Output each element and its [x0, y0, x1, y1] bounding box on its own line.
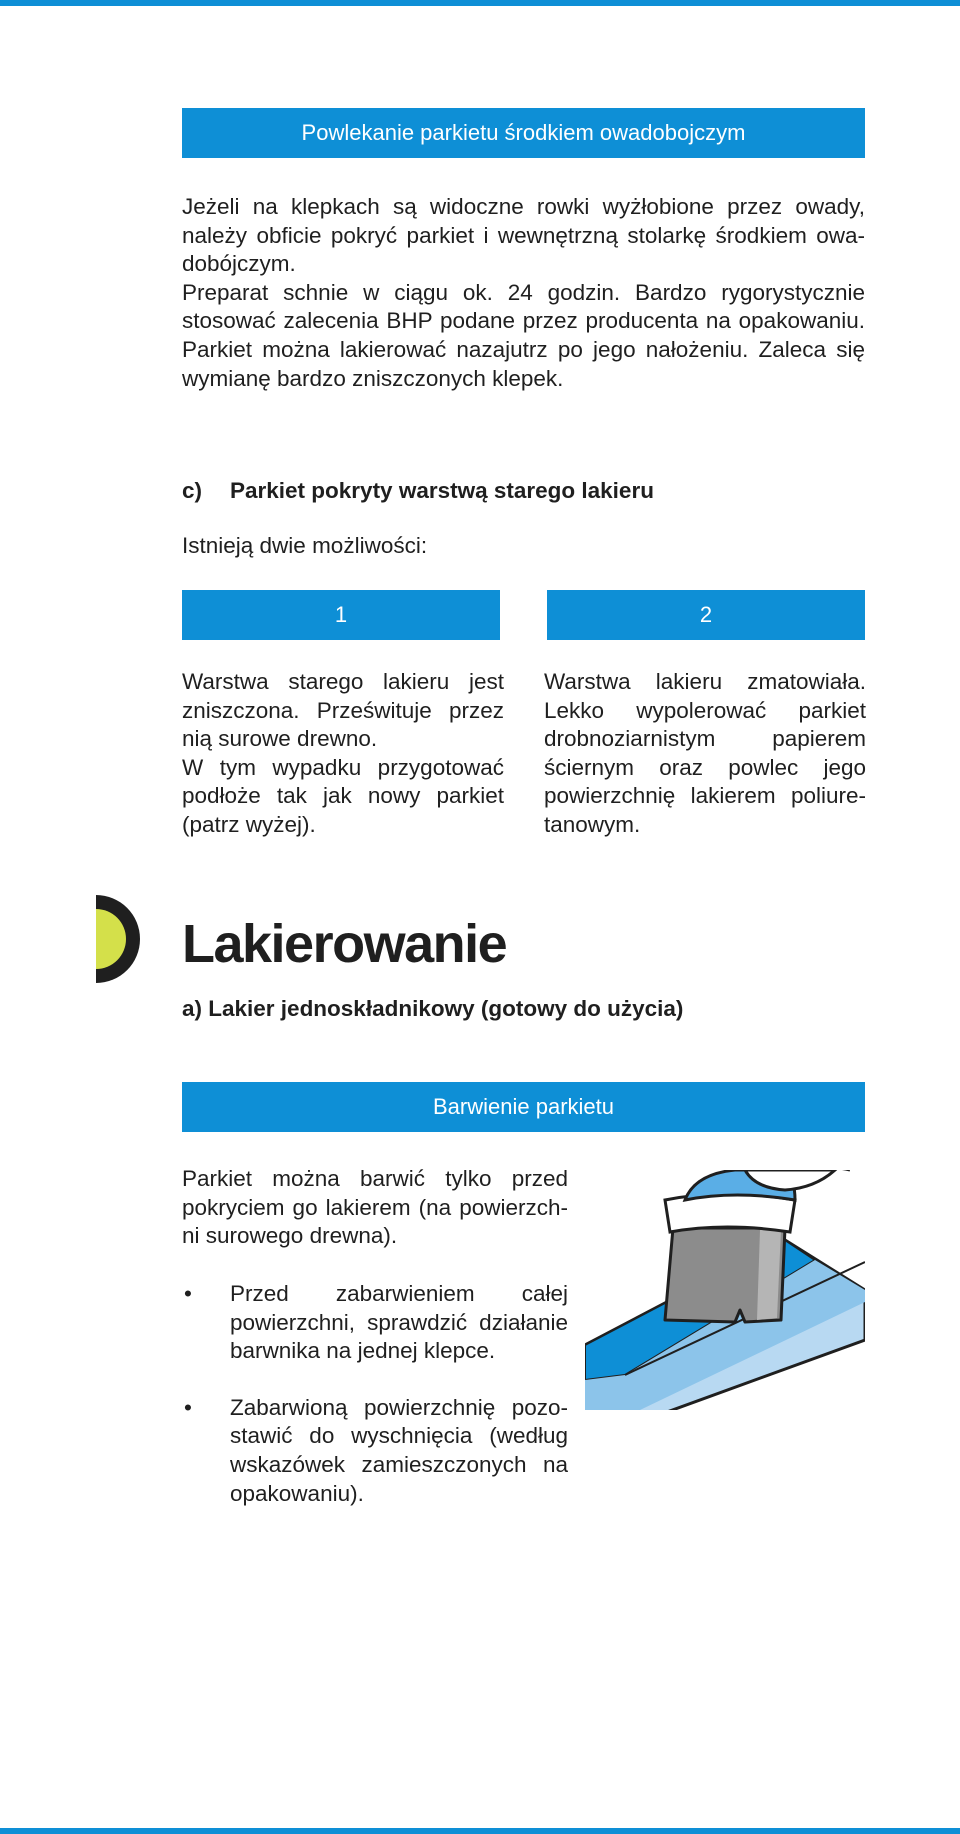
option-2-body	[544, 668, 866, 840]
section-c-letter: c)	[182, 478, 203, 503]
option-1-body	[182, 668, 504, 840]
section-c-heading	[182, 478, 654, 504]
bottom-accent-rule	[0, 1828, 960, 1834]
option-2-label: 2	[699, 602, 713, 627]
staining-bullet-list	[182, 1280, 568, 1536]
bullet-icon: •	[184, 1394, 192, 1420]
staining-body	[182, 1165, 568, 1251]
option-2-header	[547, 590, 865, 640]
section-c-intro: Istnieją dwie możliwości:	[182, 533, 428, 558]
insecticide-paragraph-1: Jeżeli na klepkach są widoczne rowki wyżłobione przez owady, należy obficie pokryć parkiet i wewnętrzną stolarkę środkiem owa-dobójczym.	[182, 194, 865, 277]
bullet-icon: •	[184, 1281, 192, 1306]
lakierowanie-heading: Lakierowanie	[182, 914, 507, 974]
insecticide-section-title: Powlekanie parkietu środkiem owadobojczym	[301, 120, 746, 145]
bullet-text: Przed zabarwieniem całej powierzchni, sprawdzić działanie barwnika na jednej klepce.	[230, 1281, 568, 1364]
option-1-label: 1	[334, 602, 348, 627]
section-c-title: Parkiet pokryty warstwą starego lakieru	[230, 478, 654, 503]
insecticide-paragraph-2: Preparat schnie w ciągu ok. 24 godzin. Bardzo rygorystycznie stosować zalecenia BHP podane przez producenta na opakowaniu. Parkiet można lakierować nazajutrz po jego nałożeniu. Zaleca się wymianę bardzo zniszczonych klepek.	[182, 279, 865, 391]
option-1-paragraph-1: Warstwa starego lakieru jest zniszczona. Prześwituje przez nią surowe drewno.	[182, 669, 504, 752]
top-accent-rule	[0, 0, 960, 6]
option-2-paragraph-1: Warstwa lakieru zmatowiała. Lekko wypolerować parkiet drobnoziarnistym papierem ściernym oraz powlec jego powierzchnię lakierem poliure-tanowym.	[544, 669, 866, 837]
bullet-text: Zabarwioną powierzchnię pozo-stawić do wyschnięcia (według wskazówek zamieszczonych na opakowaniu).	[230, 1394, 568, 1506]
staining-section-header	[182, 1082, 865, 1132]
option-1-paragraph-2: W tym wypadku przygotować podłoże tak jak nowy parkiet (patrz wyżej).	[182, 754, 504, 837]
staining-section-title: Barwienie parkietu	[433, 1094, 614, 1119]
lakierowanie-subheading: a) Lakier jednoskładnikowy (gotowy do użycia)	[182, 996, 684, 1021]
list-item	[182, 1280, 568, 1366]
insecticide-section-header	[182, 108, 865, 158]
option-1-header	[182, 590, 500, 640]
half-circle-marker-icon	[96, 895, 140, 983]
insecticide-body	[182, 193, 865, 393]
list-item	[182, 1394, 568, 1508]
staining-paragraph: Parkiet można barwić tylko przed pokryciem go lakierem (na powierzch-ni surowego drewna).	[182, 1166, 568, 1249]
paint-brush-illustration	[585, 1170, 865, 1410]
